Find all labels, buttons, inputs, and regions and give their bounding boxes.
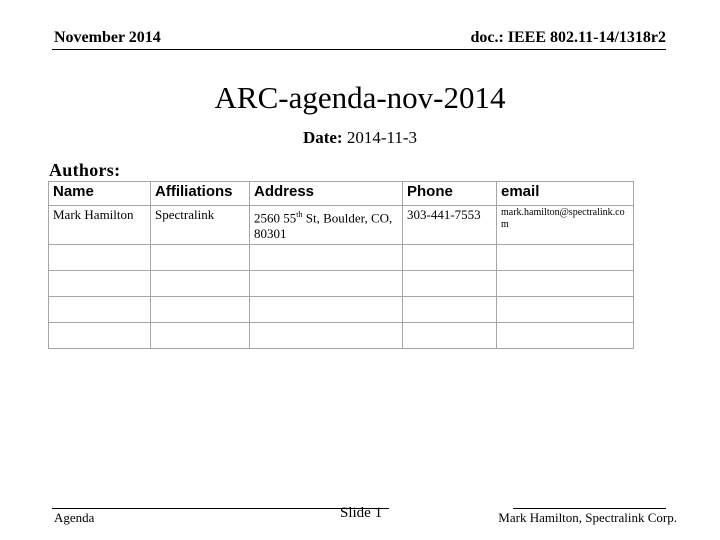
footer-divider-right: [513, 508, 666, 509]
column-header-name: Name: [49, 182, 151, 206]
footer-left-text: Agenda: [54, 510, 95, 525]
table-row-empty: [49, 245, 634, 271]
authors-label: Authors:: [49, 160, 121, 180]
table-row: [49, 206, 634, 245]
table-row-empty: [49, 323, 634, 349]
author-name: Mark Hamilton: [49, 206, 151, 245]
table-header-row: [49, 182, 634, 206]
header-doc-id: doc.: IEEE 802.11-14/1318r2: [470, 29, 666, 46]
header-date: November 2014: [54, 29, 161, 46]
slide-number: Slide 1: [340, 505, 383, 521]
footer-right-text: Mark Hamilton, Spectralink Corp.: [498, 510, 677, 525]
author-phone: 303-441-7553: [403, 206, 497, 245]
column-header-address: Address: [250, 182, 403, 206]
column-header-affiliations: Affiliations: [151, 182, 250, 206]
date-line: [0, 128, 720, 148]
date-label: Date:: [302, 128, 343, 147]
date-value: 2014-11-3: [346, 128, 418, 147]
table-row-empty: [49, 271, 634, 297]
column-header-email: email: [497, 182, 634, 206]
slide-title: ARC-agenda-nov-2014: [214, 80, 506, 115]
header-divider: [52, 49, 666, 50]
author-email: mark.hamilton@spectralink.com: [497, 206, 634, 245]
address-number: 2560 55: [254, 210, 297, 226]
author-affiliation: Spectralink: [151, 206, 250, 245]
table-row-empty: [49, 297, 634, 323]
address-ordinal: th: [296, 210, 303, 219]
column-header-phone: Phone: [403, 182, 497, 206]
authors-table: [48, 181, 634, 349]
footer-divider-left: [52, 508, 389, 509]
author-address: [250, 206, 403, 245]
address-rest: St, Boulder, CO, 80301: [254, 210, 393, 242]
